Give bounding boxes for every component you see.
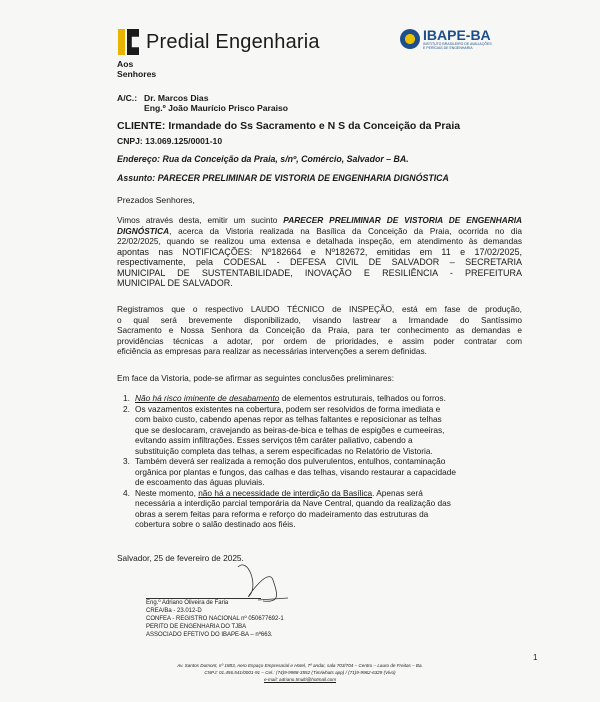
list-item: 3. Também deverá ser realizada a remoção dos pulverulentos, entulhos, contaminação orgânica por plantas e fungos, das calhas e das telhas, visando restaurar a capacidade de escoamento das águas pluviais. xyxy=(123,456,457,487)
client-heading xyxy=(117,121,460,132)
signer-perito: PERITO DE ENGENHARIA DO TJBA xyxy=(146,624,247,630)
footer-address: Av. Santos Dumont, nº 1883, Aero Espaço Empresarial e Hotel, 7º andar, sala 703/704 – Centro – Lauro de Freitas – Ba. xyxy=(177,663,423,668)
place-date: Salvador, 25 de fevereiro de 2025. xyxy=(117,553,244,563)
signature-scribble-icon xyxy=(228,555,308,610)
p1-line-7: MUNICIPAL DE SALVADOR. xyxy=(117,278,233,288)
list-item: 2. Os vazamentos existentes na cobertura, podem ser resolvidos de forma imediata e com baixo custo, cabendo apenas repor as telhas faltantes e reposicionar as telhas que se deslocaram, cravejando as beiras-de-bica e telhas de espigões e cumeeiras, evitando assim infiltrações. Esses serviços têm caráter paliativo, cabendo a substituição completa das telhas, a serem especificadas no Relatório de Vistoria. xyxy=(123,403,445,456)
address-value: Rua da Conceição da Praia, s/nº, Comércio, Salvador – BA. xyxy=(162,154,409,164)
ac-name1: Dr. Marcos Dias xyxy=(144,93,209,103)
paragraph-1 xyxy=(117,215,522,289)
p2-line-3: Sacramento e Nossa Senhora da Conceição da Praia, para ter conhecimento as demandas e xyxy=(117,325,522,335)
ibape-tagline: INSTITUTO BRASILEIRO DE AVALIAÇÕES E PERÍCIAS DE ENGENHARIA xyxy=(423,42,492,50)
ac-name2: Eng.º João Maurício Prisco Paraiso xyxy=(144,103,289,113)
p2-line-2: o qual será brevemente disponibilizado, visando lastrear a Irmandade do Santíssimo xyxy=(117,314,522,325)
page-number: 1 xyxy=(533,653,538,662)
footer-contact: CNPJ: 01.456.541/0001-91 – Cel.: (74)9-9988-3552 (Tim/whats app) / (71)9-9962-6329 (Vivo) xyxy=(204,670,396,675)
paragraph-3: Em face da Vistoria, pode-se afirmar as seguintes conclusões preliminares: xyxy=(117,373,395,383)
recipient-line2: Senhores xyxy=(117,69,157,79)
ibape-logo xyxy=(400,28,493,50)
p1-line-2: DIGNÓSTICA, acerca da Vistoria realizada na Basílica da Conceição da Praia, ocorrida no dia xyxy=(117,225,522,236)
p2-line-5: eficiência as empresas para realizar as necessárias intervenções a serem definidas. xyxy=(117,346,427,356)
client-address xyxy=(117,154,409,165)
p2-line-1: Registramos que o respectivo LAUDO TÉCNICO de INSPEÇÃO, está em fase de produção, xyxy=(117,304,522,314)
greeting: Prezados Senhores, xyxy=(117,195,195,205)
client-cnpj: CNPJ: 13.069.125/0001-10 xyxy=(117,136,223,146)
recipient-line1: Aos xyxy=(117,59,134,69)
conclusions-list xyxy=(117,393,527,530)
list-item: 1. Não há risco iminente de desabamento de elementos estruturais, telhados ou forros. xyxy=(123,393,446,403)
client-name: Irmandade do Ss Sacramento e N S da Conceição da Praia xyxy=(168,120,461,132)
emphasis-no-interdiction: não há a necessidade de interdição da Basílica xyxy=(198,487,373,498)
signature-line xyxy=(146,598,261,599)
paragraph-2 xyxy=(117,304,522,357)
subject-value: PARECER PRELIMINAR DE VISTORIA DE ENGENHARIA DIGNÓSTICA xyxy=(157,173,449,183)
signer-assoc: ASSOCIADO EFETIVO DO IBAPE-BA – nº663. xyxy=(146,632,273,638)
ibape-seal-icon xyxy=(400,29,420,49)
footer-email xyxy=(0,677,600,683)
footer-email-link[interactable]: e-mail: adriano.tmulti@hotmail.com xyxy=(263,677,337,682)
signer-name: Eng.º Adriano Oliveira de Faria xyxy=(146,600,229,606)
p2-line-4: providências técnicas a adotar, por ordem de prioridades, e assim poder contratar com xyxy=(117,335,522,346)
ibape-name: IBAPE-BA xyxy=(423,27,491,43)
client-label: CLIENTE: xyxy=(117,120,166,132)
subject xyxy=(117,173,449,184)
p1-line-1: Vimos através desta, emitir um sucinto PARECER PRELIMINAR DE VISTORIA DE ENGENHARIA xyxy=(117,215,522,225)
list-item: 4. Neste momento, não há a necessidade de interdição da Basílica. Apenas será necessária a interdição parcial temporária da Nave Central, quando da realização das obras a serem feitas para reforma e reforço do madeiramento das estruturas da cobertura sobre o salão destinado aos fiéis. xyxy=(123,487,451,529)
emphasis-no-risk: Não há risco iminente de desabamento xyxy=(135,393,280,403)
p1-line-6: MUNICIPAL DE SUSTENTABILIDADE, INOVAÇÃO E RESILIÊNCIA - PREFEITURA xyxy=(117,267,522,278)
predial-logo-icon xyxy=(118,29,142,55)
p1-line-5: respectivamente, pela CODESAL - DEFESA CIVIL DE SALVADOR – SECRETARIA xyxy=(117,257,522,267)
signer-crea: CREA/Ba - 23.012-D xyxy=(146,608,202,614)
ac-label: A/C.: xyxy=(117,93,138,103)
company-name: Predial Engenharia xyxy=(146,30,320,53)
subject-label: Assunto: xyxy=(117,173,156,183)
predial-logo xyxy=(118,29,320,55)
address-label: Endereço: xyxy=(117,154,161,164)
p1-line-4: apontas nas NOTIFICAÇÕES: Nº182664 e Nº182672, emitidas em 11 e 17/02/2025, xyxy=(117,246,522,257)
signer-confea: CONFEA - REGISTRO NACIONAL nº 050677692-1 xyxy=(146,616,284,622)
p1-line-3: 22/02/2025, quando se realizou uma extensa e detalhada inspeção, em atendimento às demandas xyxy=(117,236,522,246)
